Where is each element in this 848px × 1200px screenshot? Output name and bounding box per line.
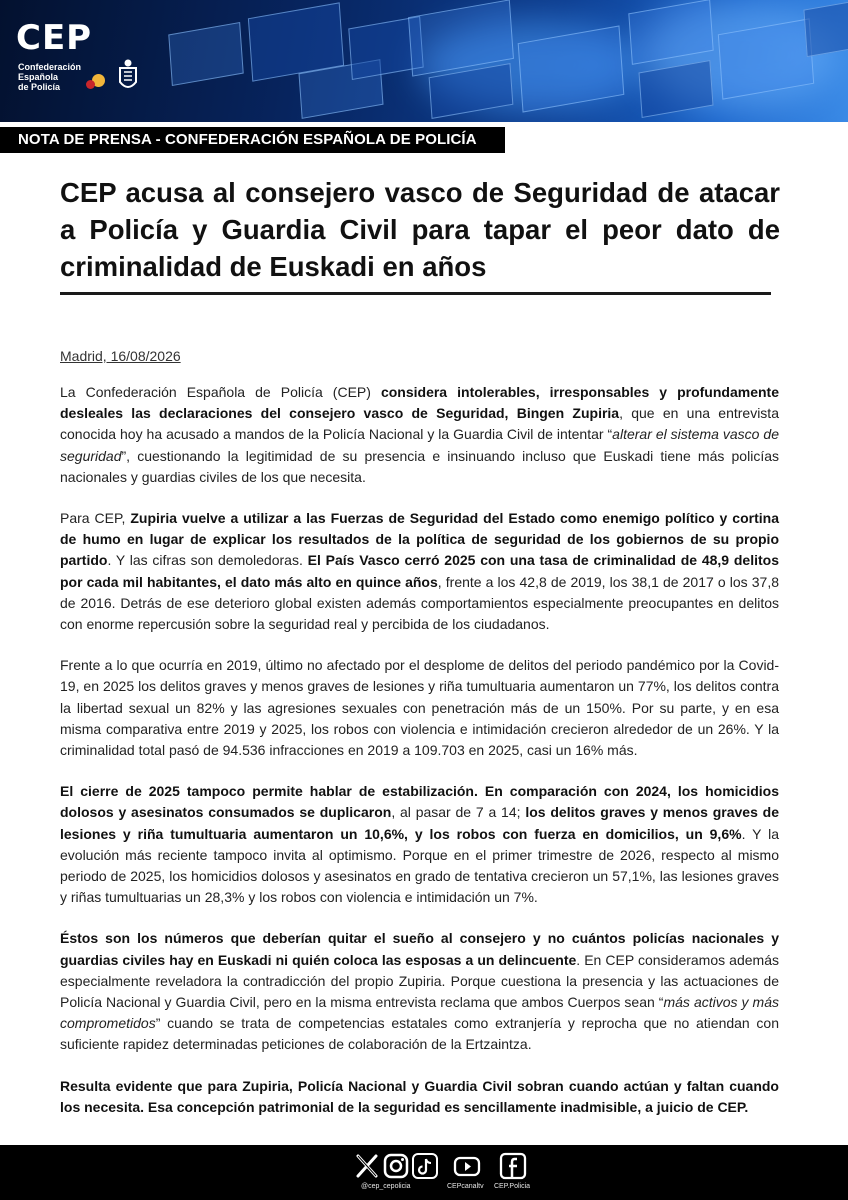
paragraph <box>60 655 779 761</box>
paragraph-text: Frente a lo que ocurría en 2019, último no afectado por el desplome de delitos del periodo pandémico por la Covid-19, en 2025 los delitos graves y menos graves de lesiones y riña tumultuaria aumentaron un 77%, los delitos contra la libertad sexual un 82% y las agresiones sexuales con penetración más de un 150%. Por su parte, y en esa misma comparativa entre 2019 y 2025, los robos con violencia e intimidación crecieron alrededor de un 26%. Y la criminalidad total pasó de 94.536 infracciones en 2019 a 109.703 en 2025, casi un 16% más. <box>60 657 779 759</box>
bold-text: Zupiria vuelve a utilizar a las Fuerzas de Seguridad del Estado como enemigo político y cortina de humo en lugar de explicar los resultados de la política de seguridad de los gobiernos de su propio partido <box>60 510 779 569</box>
article-body <box>60 382 779 1138</box>
dateline: Madrid, 16/08/2026 <box>60 348 181 364</box>
header-banner <box>0 0 848 122</box>
italic-quote: alterar el sistema vasco de seguridad <box>60 426 779 464</box>
cep-logo <box>12 14 137 104</box>
youtube-handle[interactable]: CEPcanaltv <box>447 1183 484 1190</box>
logo-subtitle-line: Española <box>18 72 59 82</box>
paragraph-text: , frente a los 42,8 de 2019, los 38,1 de 2017 o los 37,8 de 2016. Detrás de ese deterioro global existen además comportamientos especialmente preocupantes en delitos con enorme repercusión sobre la seguridad real y percibida de los ciudadanos. <box>60 573 779 633</box>
logo-subtitle-line: de Policía <box>18 82 61 92</box>
tiktok-icon[interactable] <box>410 1151 440 1181</box>
paragraph-text: Para CEP, <box>60 510 131 527</box>
police-crest-icon <box>115 58 141 94</box>
paragraph-text: . En CEP consideramos además especialmente reveladora la contradicción del propio Zupiria. Porque cuestiona la presencia y las actuaciones de Policía Nacional y Guardia Civil, pero en la misma entrevista reclama que ambos Cuerpos sean “ <box>60 951 779 1011</box>
logo-red-dot <box>86 80 95 89</box>
x-icon[interactable] <box>352 1151 382 1181</box>
bold-text: los delitos graves y menos graves de lesiones y riña tumultuaria aumentaron un 10,6%, y los robos con fuerza en domicilios, un 9,6% <box>60 804 780 842</box>
bold-text: El cierre de 2025 tampoco permite hablar de estabilización. En comparación con 2024, los homicidios dolosos y asesinatos consumados se duplicaron <box>60 783 779 821</box>
youtube-icon[interactable] <box>452 1151 482 1181</box>
paragraph <box>60 781 779 908</box>
paragraph <box>60 1076 779 1118</box>
headline: CEP acusa al consejero vasco de Seguridad de atacar a Policía y Guardia Civil para tapar el peor dato de criminalidad de Euskadi en años <box>60 177 780 282</box>
logo-text: CEP <box>16 18 93 58</box>
paragraph <box>60 508 779 635</box>
bold-text: El País Vasco cerró 2025 con una tasa de criminalidad de 48,9 delitos por cada mil habitantes, el dato más alto en quince años <box>60 552 779 590</box>
facebook-handle[interactable]: CEP.Policia <box>494 1183 531 1190</box>
press-note-label: NOTA DE PRENSA - CONFEDERACIÓN ESPAÑOLA DE POLICÍA <box>18 131 477 148</box>
banner-tile <box>803 0 848 57</box>
italic-quote: más activos y más comprometidos <box>60 994 779 1032</box>
facebook-icon[interactable] <box>498 1151 528 1181</box>
paragraph <box>60 382 779 488</box>
bold-text: considera intolerables, irresponsables y profundamente desleales las declaraciones del consejero vasco de Seguridad, Bingen Zupiria <box>60 384 779 422</box>
paragraph-text: , que en una entrevista conocida hoy ha acusado a mandos de la Policía Nacional y la Guardia Civil de intentar “ <box>60 405 779 443</box>
social-handle[interactable]: @cep_cepolicia <box>361 1183 411 1190</box>
banner-tile <box>168 22 243 86</box>
paragraph <box>60 928 779 1055</box>
logo-subtitle-line: Confederación <box>18 62 82 72</box>
instagram-icon[interactable] <box>381 1151 411 1181</box>
paragraph-text: . Y la evolución más reciente tampoco invita al optimismo. Porque en el primer trimestre de 2026, respecto al mismo periodo de 2025, los homicidios dolosos y asesinatos en grado de tentativa crecieron un 57,1%, las lesiones graves y riñas tumultuarias un 28,3% y los robos con violencia e intimidación un 7%. <box>60 825 779 906</box>
paragraph-text: ”, cuestionando la legitimidad de su presencia e insinuando incluso que Euskadi tiene más policías nacionales y guardias civiles de los que necesita. <box>60 447 779 485</box>
paragraph-text: , al pasar de 7 a 14; <box>391 804 526 821</box>
paragraph-text: . Y las cifras son demoledoras. <box>107 552 308 569</box>
bold-text: Éstos son los números que deberían quitar el sueño al consejero y no cuántos policías nacionales y guardias civiles hay en Euskadi ni quién coloca las esposas a un delincuente <box>60 930 779 968</box>
footer-bar <box>0 1145 848 1200</box>
headline-divider <box>60 292 771 295</box>
paragraph-text: ” cuando se trata de competencias estatales como extranjería y reprocha que no atiendan con suficiente rapidez determinadas peticiones de colaboración de la Ertzaintza. <box>60 1015 779 1053</box>
paragraph-text: La Confederación Española de Policía (CEP) <box>60 384 381 400</box>
bold-text: Resulta evidente que para Zupiria, Policía Nacional y Guardia Civil sobran cuando actúan y faltan cuando los necesita. Esa concepción patrimonial de la seguridad es sencillamente inadmisible, a juicio de CEP. <box>60 1077 779 1115</box>
